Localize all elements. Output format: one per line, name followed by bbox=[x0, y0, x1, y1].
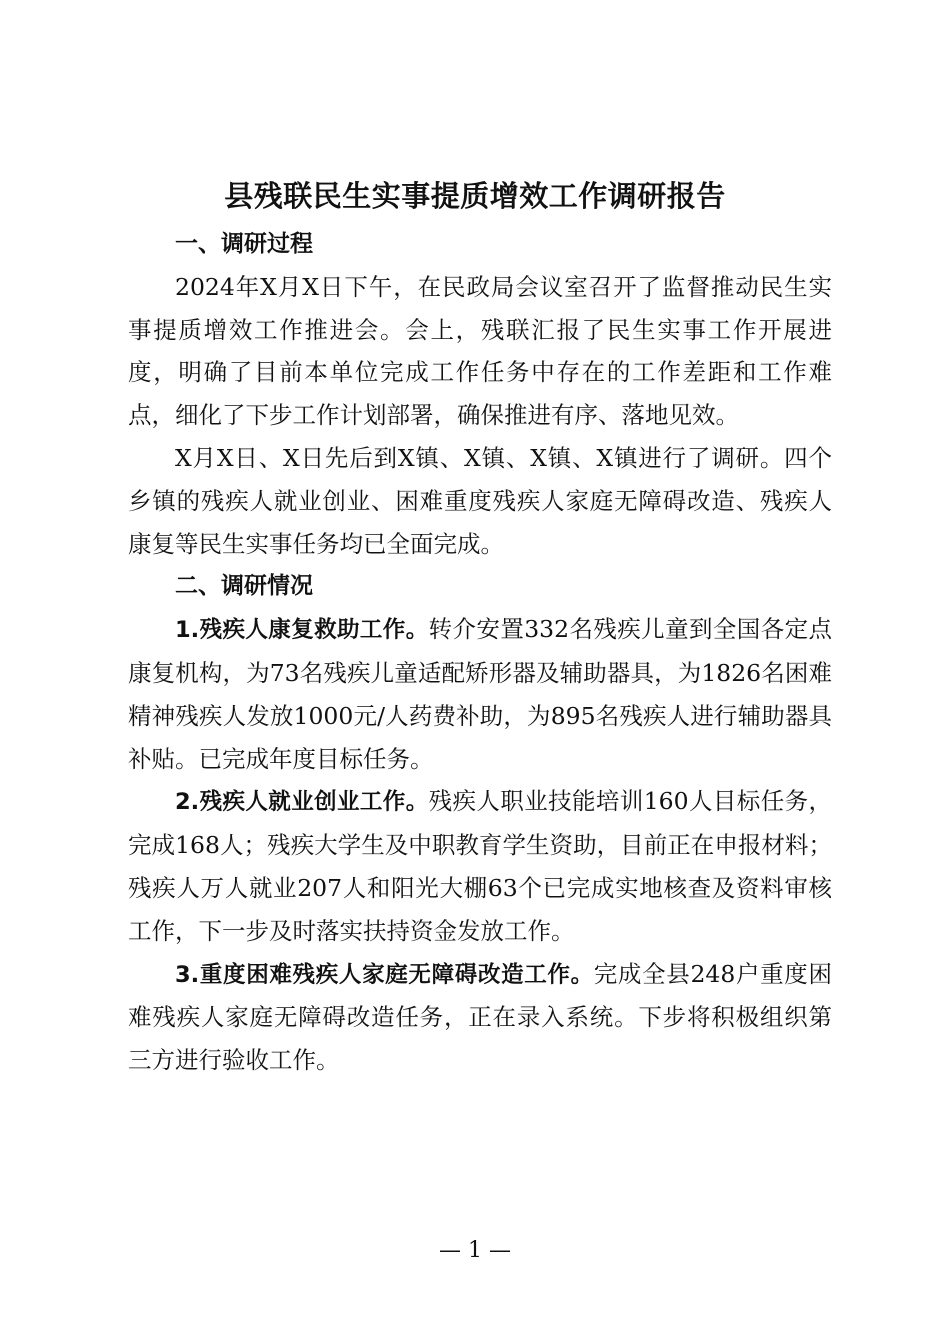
paragraph bbox=[128, 437, 832, 565]
paragraph-lead: 3.重度困难残疾人家庭无障碍改造工作。 bbox=[175, 961, 594, 988]
paragraph bbox=[128, 780, 832, 952]
paragraph-text: 残疾人职业技能培训160人目标任务，完成168人；残疾大学生及中职教育学生资助，目前正在申报材料；残疾人万人就业207人和阳光大棚63个已完成实地核查及资料审核工作，下一步及时落实扶持资金发放工作。 bbox=[128, 787, 832, 945]
document-title: 县残联民生实事提质增效工作调研报告 bbox=[224, 179, 726, 213]
paragraph bbox=[128, 608, 832, 780]
paragraph-lead: 2.残疾人就业创业工作。 bbox=[175, 789, 429, 816]
paragraph-text: X月X日、X日先后到X镇、X镇、X镇、X镇进行了调研。四个乡镇的残疾人就业创业、困难重度残疾人家庭无障碍改造、残疾人康复等民生实事任务均已全面完成。 bbox=[128, 443, 832, 558]
paragraph-text: 完成全县248户重度困难残疾人家庭无障碍改造任务，正在录入系统。下步将积极组织第三方进行验收工作。 bbox=[128, 959, 832, 1075]
paragraph bbox=[128, 953, 832, 1082]
section-heading-process: 一、调研过程 bbox=[175, 231, 313, 257]
document-body bbox=[128, 223, 832, 1082]
paragraph bbox=[128, 266, 832, 437]
paragraph-text: 2024年X月X日下午，在民政局会议室召开了监督推动民生实事提质增效工作推进会。会上，残联汇报了民生实事工作开展进度，明确了目前本单位完成工作任务中存在的工作差距和工作难点，细化了下步工作计划部署，确保推进有序、落地见效。 bbox=[128, 272, 832, 430]
paragraph-text: 转介安置332名残疾儿童到全国各定点康复机构，为73名残疾儿童适配矫形器及辅助器具，为1826名困难精神残疾人发放1000元/人药费补助，为895名残疾人进行辅助器具补贴。已完成年度目标任务。 bbox=[128, 615, 832, 773]
section-heading-situation: 二、调研情况 bbox=[175, 573, 313, 600]
paragraph-lead: 1.残疾人康复救助工作。 bbox=[175, 617, 429, 644]
page-number: — 1 — bbox=[439, 1238, 511, 1263]
